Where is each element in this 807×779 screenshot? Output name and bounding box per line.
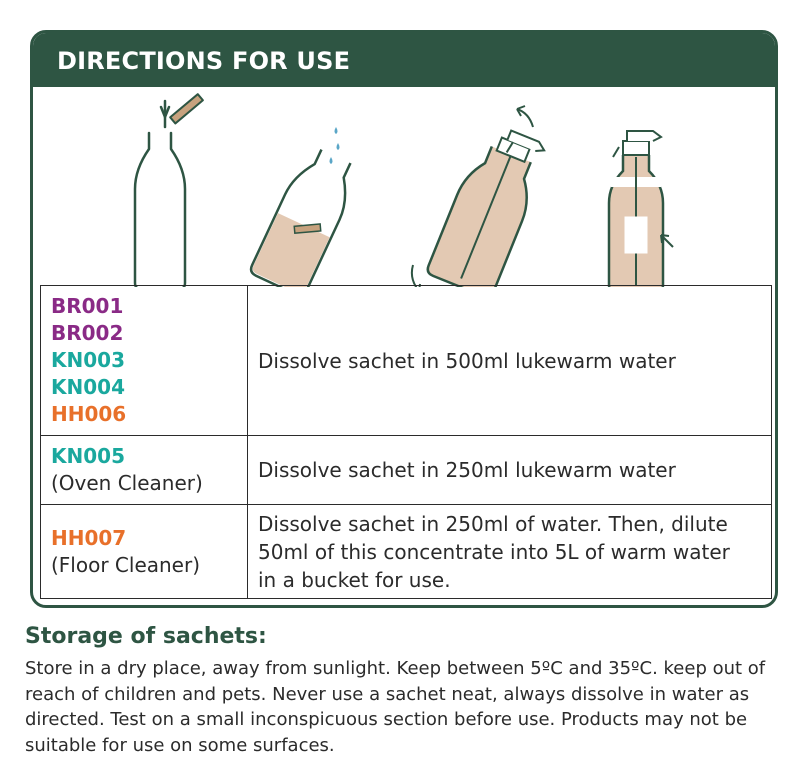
product-code: BR002 [51,321,124,345]
product-name: (Floor Cleaner) [51,552,201,577]
product-code: KN004 [51,375,125,399]
shake-bottle-icon [412,106,552,287]
instruction-cell [248,505,772,599]
add-water-icon [249,127,363,287]
code-cell [41,286,248,436]
instruction-text: Dissolve sachet in 250ml lukewarm water [258,458,676,482]
product-name: (Oven Cleaner) [51,471,203,495]
product-code: HH007 [51,525,127,550]
code-cell [41,505,248,599]
instruction-cell [248,286,772,436]
directions-title: DIRECTIONS FOR USE [57,47,351,75]
storage-text: Store in a dry place, away from sunlight. Keep between 5ºC and 35ºC. keep out of reach of children and pets. Never use a sachet neat, always dissolve in water as directed. Test on a small inconspicuous section before use. Products may not be suitable for use on some surfaces. [25,658,766,756]
directions-card [30,30,778,608]
illustrations-strip [33,87,775,287]
code-cell [41,436,248,505]
table-row [41,286,772,436]
instruction-cell [248,436,772,505]
product-code: KN005 [51,444,125,468]
product-code: HH006 [51,402,127,426]
directions-header [33,33,775,87]
product-code: BR001 [51,294,124,318]
table-row [41,436,772,505]
label-bottle-icon [609,131,673,287]
table-row [41,505,772,599]
pour-sachet-icon [135,94,203,287]
instruction-text: Dissolve sachet in 500ml lukewarm water [258,348,676,373]
storage-title: Storage of sachets: [25,624,267,649]
codes-table [40,285,772,599]
instruction-text: Dissolve sachet in 250ml of water. Then, dilute 50ml of this concentrate into 5L of warm water in a bucket for use. [258,511,730,592]
product-code: KN003 [51,348,125,372]
